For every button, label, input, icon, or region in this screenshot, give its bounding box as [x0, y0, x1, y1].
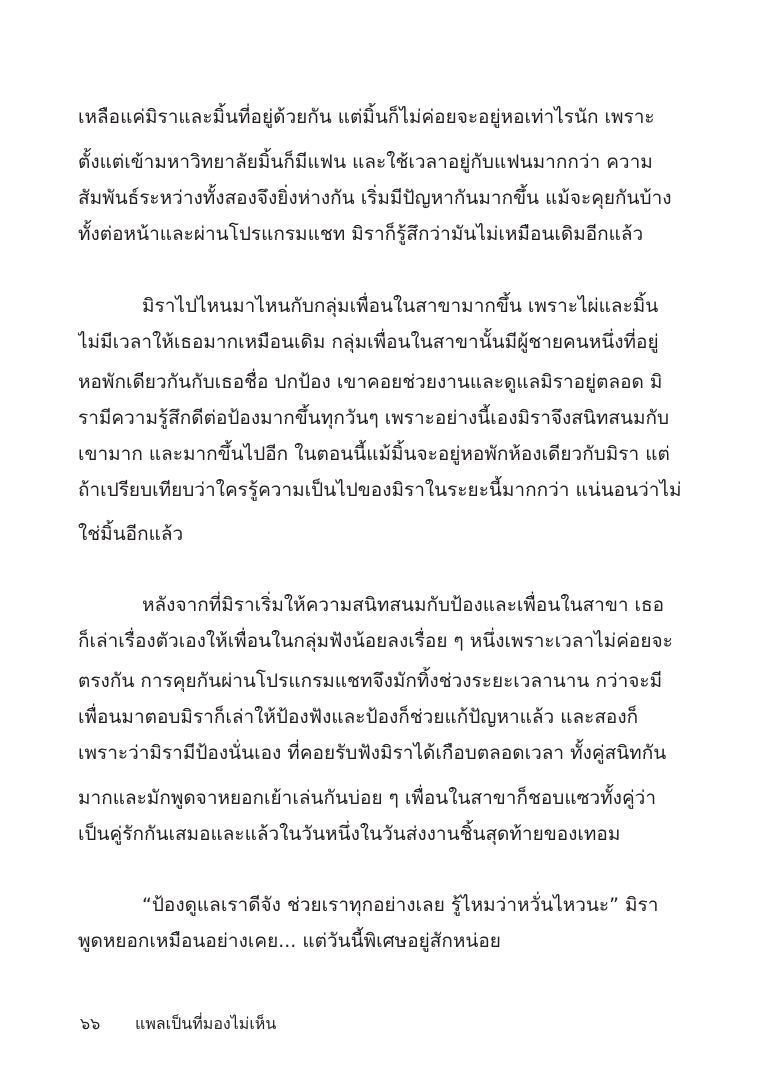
paragraph-line: ถ้าเปรียบเทียบว่าใครรู้ความเป็นไปของมิราในระยะนี้มากกว่า แน่นอนว่าไม่: [78, 479, 682, 501]
paragraph-line: ตรงกัน การคุยกันผ่านโปรแกรมแชทจึงมักทิ้งช่วงระยะเวลานาน กว่าจะมี: [78, 670, 663, 692]
paragraph-line: หลังจากที่มิราเริ่มให้ความสนิทสนมกับป้องและเพื่อนในสาขา เธอ: [142, 594, 665, 616]
paragraph-line: หอพักเดียวกันกับเธอชื่อ ปกป้อง เขาคอยช่วยงานและดูแลมิราอยู่ตลอด มิ: [78, 371, 663, 393]
paragraph-line: เพื่อนมาตอบมิราก็เล่าให้ป้องฟังและป้องก็ช่วยแก้ปัญหาแล้ว และสองก็: [78, 706, 639, 728]
paragraph-line: ใช่มิ้นอีกแล้ว: [78, 523, 184, 545]
paragraph-line: “ป้องดูแลเราดีจัง ช่วยเราทุกอย่างเลย รู้ไหมว่าหวั่นไหวนะ” มิรา: [142, 894, 659, 916]
paragraph-line: เหลือแค่มิราและมิ้นที่อยู่ด้วยกัน แต่มิ้นก็ไม่ค่อยจะอยู่หอเท่าไรนัก เพราะ: [78, 106, 655, 128]
paragraph-line: ทั้งต่อหน้าและผ่านโปรแกรมแชท มิราก็รู้สึกว่ามันไม่เหมือนเดิมอีกแล้ว: [78, 223, 644, 245]
paragraph-line: สัมพันธ์ระหว่างทั้งสองจึงยิ่งห่างกัน เริ่มมีปัญหากันมากขึ้น แม้จะคุยกันบ้าง: [78, 187, 672, 209]
page-number: ๖๖: [80, 1014, 101, 1033]
paragraph-line: เพราะว่ามิรามีป้องนั่นเอง ที่คอยรับฟังมิราได้เกือบตลอดเวลา ทั้งคู่สนิทกัน: [78, 742, 667, 764]
paragraph-line: ก็เล่าเรื่องตัวเองให้เพื่อนในกลุ่มฟังน้อยลงเรื่อย ๆ หนึ่งเพราะเวลาไม่ค่อยจะ: [78, 630, 673, 652]
paragraph-line: เป็นคู่รักกันเสมอและแล้วในวันหนึ่งในวันส่งงานชิ้นสุดท้ายของเทอม: [78, 823, 621, 845]
paragraph-line: ไม่มีเวลาให้เธอมากเหมือนเดิม กลุ่มเพื่อนในสาขานั้นมีผู้ชายคนหนึ่งที่อยู่: [78, 331, 659, 353]
paragraph-line: ตั้งแต่เข้ามหาวิทยาลัยมิ้นก็มีแฟน และใช้เวลาอยู่กับแฟนมากกว่า ความ: [78, 151, 653, 173]
running-title: แพลเป็นที่มองไม่เห็น: [135, 1014, 277, 1033]
paragraph-line: มากและมักพูดจาหยอกเย้าเล่นกันบ่อย ๆ เพื่อนในสาขาก็ชอบแซวทั้งคู่ว่า: [78, 787, 656, 809]
paragraph-line: รามีความรู้สึกดีต่อป้องมากขึ้นทุกวันๆ เพราะอย่างนี้เองมิราจึงสนิทสนมกับ: [78, 407, 670, 429]
paragraph-line: พูดหยอกเหมือนอย่างเคย... แต่วันนี้พิเศษอยู่สักหน่อย: [78, 930, 501, 952]
paragraph-line: เขามาก และมากขึ้นไปอีก ในตอนนี้แม้มิ้นจะอยู่หอพักห้องเดียวกับมิรา แต่: [78, 443, 670, 465]
paragraph-line: มิราไปไหนมาไหนกับกลุ่มเพื่อนในสาขามากขึ้น เพราะไผ่และมิ้น: [142, 295, 659, 317]
